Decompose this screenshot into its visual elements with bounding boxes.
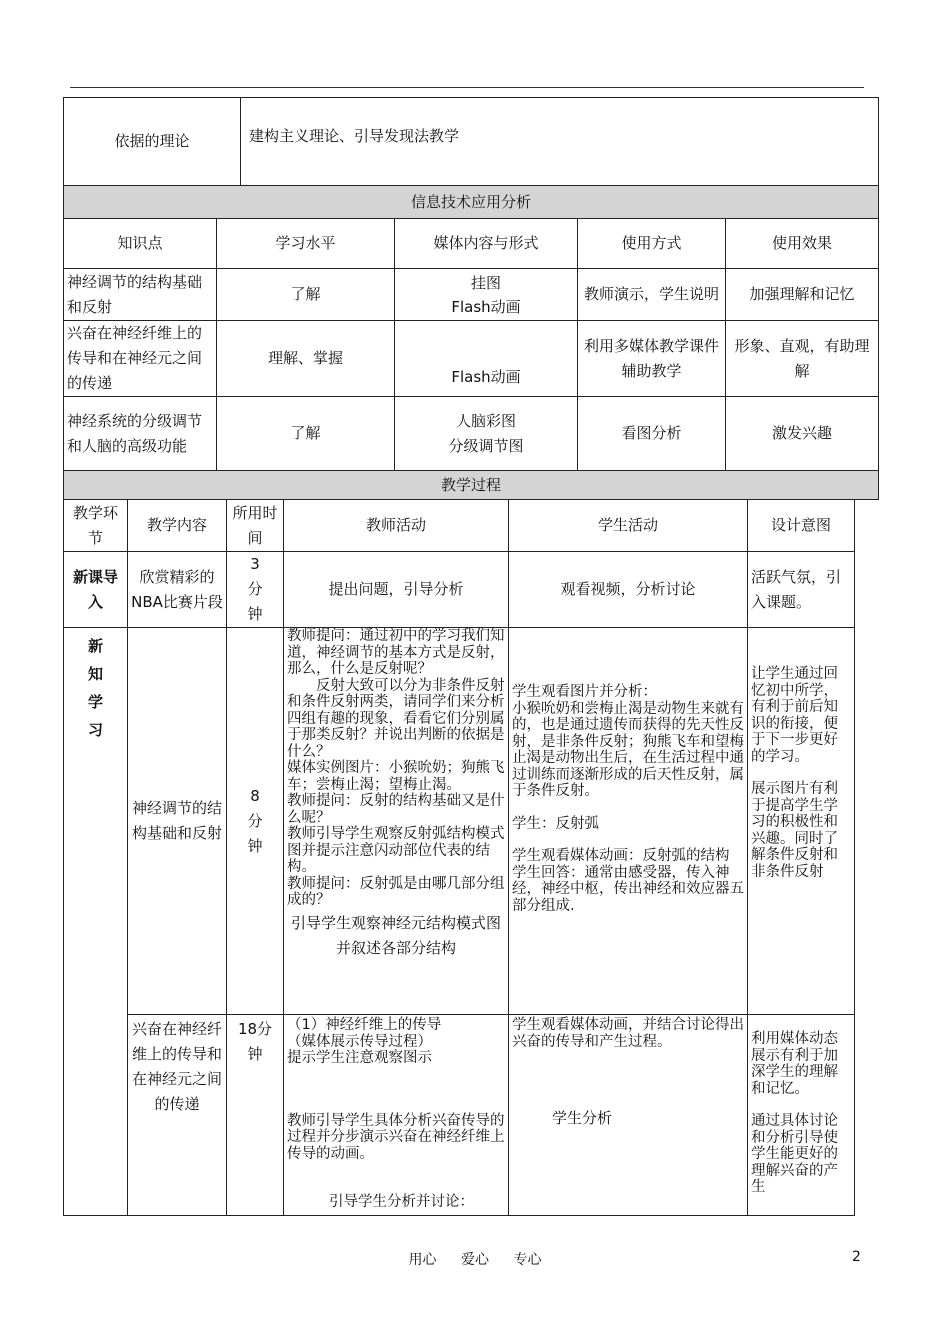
header-usage: 使用方式: [578, 219, 726, 269]
it-row-2-media: Flash动画: [395, 321, 578, 397]
row2-intent-p1: 利用媒体动态展示有利于加深学生的理解和记忆。: [751, 1031, 838, 1097]
row1-student-p1: 学生观看图片并分析：: [512, 684, 657, 700]
row2-teacher-p5: 引导学生分析并讨论：: [329, 1194, 474, 1210]
row1-time: 8 分 钟: [227, 628, 284, 1015]
row1-teacher-p4: 教师提问：反射的结构基础又是什么呢？: [287, 793, 505, 826]
header-effect: 使用效果: [726, 219, 879, 269]
intro-intent: 活跃气氛，引入课题。: [748, 552, 855, 628]
process-header-student: 学生活动: [509, 500, 748, 552]
process-header-time: 所用时间: [227, 500, 284, 552]
row1-intent-p2: 展示图片有利于提高学生学习的积极性和兴趣。同时了解条件反射和非条件反射: [751, 781, 838, 880]
header-rule: [70, 87, 864, 88]
row2-time: 18分 钟: [227, 1015, 284, 1216]
row1-teacher-p1: 教师提问：通过初中的学习我们知道，神经调节的基本方式是反射，那么，什么是反射呢？: [287, 628, 505, 677]
row2-teacher-activity: [284, 1015, 509, 1216]
it-row-2-knowledge: 兴奋在神经纤维上的传导和在神经元之间的传递: [64, 321, 217, 397]
intro-time: 3 分 钟: [227, 552, 284, 628]
it-row-3-media: 人脑彩图 分级调节图: [395, 397, 578, 471]
row2-content: 兴奋在神经纤维上的传导和在神经元之间的传递: [128, 1015, 227, 1216]
row1-teacher-p3: 媒体实例图片：小猴吮奶；狗熊飞车；尝梅止渴；望梅止渴。: [287, 760, 505, 793]
row2-teacher-p3: 提示学生注意观察图示: [287, 1050, 432, 1066]
process-header-content: 教学内容: [128, 500, 227, 552]
row1-content: 神经调节的结构基础和反射: [128, 628, 227, 1015]
row1-intent-p1: 让学生通过回忆初中所学，有利于前后知识的衔接，便于下一步更好的学习。: [751, 666, 838, 765]
analysis-table: [63, 97, 879, 500]
row1-student-p2: 小猴吮奶和尝梅止渴是动物生来就有的，也是通过遗传而获得的先天性反射，是非条件反射；狗熊飞车和望梅止渴是动物出生后，在生活过程中通过训练而逐渐形成的后天性反射，属于条件反射。: [512, 700, 744, 799]
intro-student: 观看视频，分析讨论: [509, 552, 748, 628]
row1-teacher-p6: 教师提问：反射弧是由哪几部分组成的？: [287, 875, 505, 908]
process-header-intent: 设计意图: [748, 500, 855, 552]
it-row-3-effect: 激发兴趣: [726, 397, 879, 471]
basis-value: 建构主义理论、引导发现法教学: [241, 98, 879, 186]
intro-teacher: 提出问题，引导分析: [284, 552, 509, 628]
row2-intent: [748, 1015, 855, 1216]
it-row-1-effect: 加强理解和记忆: [726, 269, 879, 321]
footer-item-3: 专心: [513, 1252, 542, 1268]
it-row-1-knowledge: 神经调节的结构基础和反射: [64, 269, 217, 321]
footer-item-2: 爱心: [461, 1252, 489, 1268]
row2-teacher-p2: （媒体展示传导过程）: [287, 1033, 432, 1050]
new-learning-stage: 新 知 学 习: [64, 628, 128, 1216]
basis-label: 依据的理论: [64, 98, 241, 186]
it-row-2-usage: 利用多媒体教学课件辅助教学: [578, 321, 726, 397]
it-row-1-level: 了解: [217, 269, 395, 321]
header-level: 学习水平: [217, 219, 395, 269]
row2-intent-p2: 通过具体讨论和分析引导使学生能更好的理解兴奋的产生: [751, 1113, 838, 1195]
row1-teacher-p2: 反射大致可以分为非条件反射和条件反射两类，请同学们来分析四组有趣的现象，看看它们分别属于那类反射？并说出判断的依据是什么？: [287, 677, 505, 760]
it-row-1-usage: 教师演示，学生说明: [578, 269, 726, 321]
header-knowledge: 知识点: [64, 219, 217, 269]
row1-student-p3: 学生：反射弧: [512, 815, 599, 832]
row2-student-p2: 学生分析: [552, 1109, 613, 1127]
process-table: [63, 499, 855, 1216]
row2-student-activity: [509, 1015, 748, 1216]
row1-teacher-p7: 引导学生观察神经元结构模式图并叙述各部分结构: [290, 913, 501, 957]
header-media: 媒体内容与形式: [395, 219, 578, 269]
page-number: 2: [852, 1249, 861, 1265]
it-row-2-level: 理解、掌握: [217, 321, 395, 397]
row1-student-activity: [509, 628, 748, 1015]
row2-teacher-p4: 教师引导学生具体分析兴奋传导的过程并分步演示兴奋在神经纤维上传导的动画。: [287, 1112, 505, 1162]
row1-teacher-activity: [284, 628, 509, 1015]
process-header-teacher: 教师活动: [284, 500, 509, 552]
row1-student-p4: 学生观看媒体动画：反射弧的结构: [512, 848, 730, 864]
it-row-3-level: 了解: [217, 397, 395, 471]
intro-stage: 新课导入: [64, 552, 128, 628]
row1-student-p5: 学生回答：通常由感受器，传入神经，神经中枢，传出神经和效应器五部分组成.: [512, 864, 744, 914]
footer-item-1: 用心: [408, 1252, 437, 1268]
row2-student-p1: 学生观看媒体动画，并结合讨论得出兴奋的传导和产生过程。: [512, 1017, 744, 1050]
page-footer: [0, 1249, 950, 1269]
it-analysis-title: 信息技术应用分析: [64, 186, 879, 219]
process-header-stage: 教学环节: [64, 500, 128, 552]
it-row-2-effect: 形象、直观，有助理解: [726, 321, 879, 397]
intro-content: 欣赏精彩的NBA比赛片段: [128, 552, 227, 628]
process-title: 教学过程: [64, 471, 879, 500]
row1-teacher-p5: 教师引导学生观察反射弧结构模式图并提示注意闪动部位代表的结构。: [287, 826, 505, 875]
row1-intent: [748, 628, 855, 1015]
it-row-1-media: 挂图 Flash动画: [395, 269, 578, 321]
it-row-3-knowledge: 神经系统的分级调节和人脑的高级功能: [64, 397, 217, 471]
row2-teacher-p1: （1）神经纤维上的传导: [287, 1017, 442, 1033]
it-row-3-usage: 看图分析: [578, 397, 726, 471]
